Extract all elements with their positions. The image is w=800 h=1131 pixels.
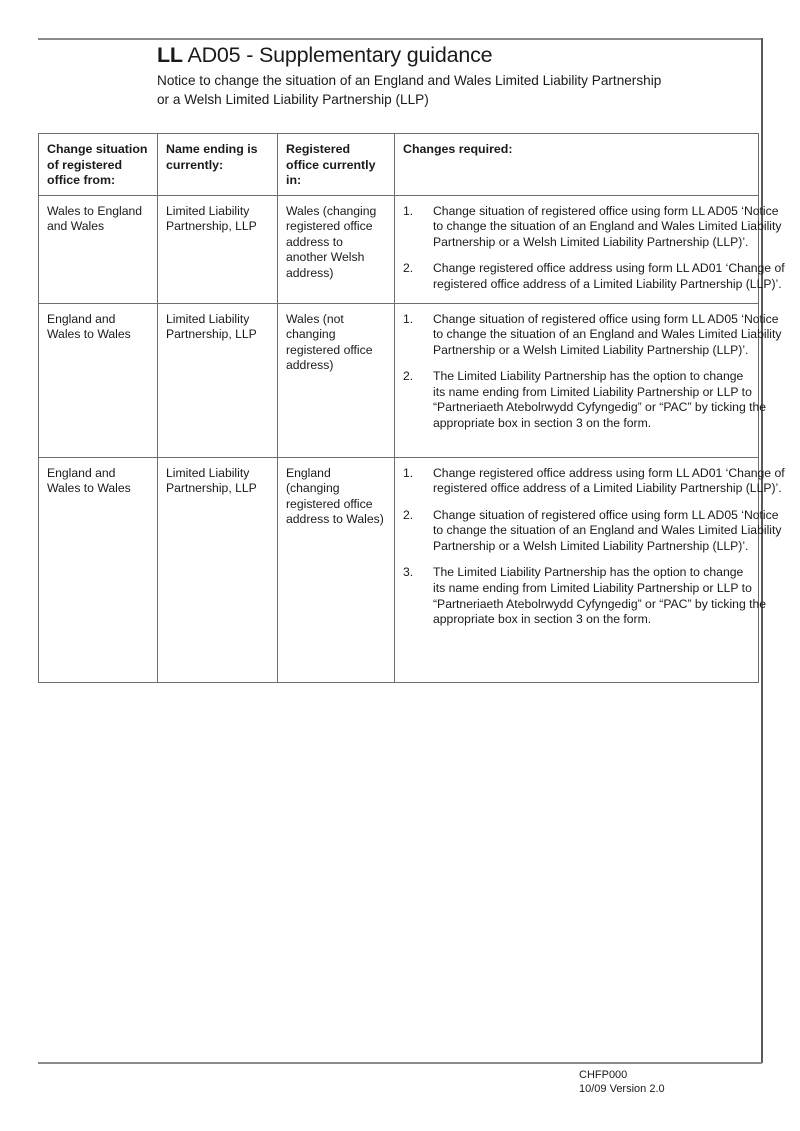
change-text-line: Partnership or a Welsh Limited Liability Partnership (LLP)’.	[433, 234, 749, 249]
cell-name-ending: Limited Liability Partnership, LLP	[158, 195, 278, 303]
page-title	[157, 42, 757, 68]
table-header-row	[39, 134, 759, 196]
change-text	[433, 565, 767, 627]
cell-situation: England and Wales to Wales	[39, 303, 158, 457]
right-margin-rule	[761, 38, 763, 1063]
change-number: 3.	[403, 565, 414, 580]
cell-registered-office: Wales (changing registered office address to another Welsh address)	[278, 195, 395, 303]
change-text-line: its name ending from Limited Liability Partnership or LLP to	[433, 384, 752, 399]
page-title-rest: AD05 - Supplementary guidance	[182, 43, 493, 67]
cell-changes-required	[395, 457, 785, 682]
footer-rule	[38, 1062, 762, 1064]
column-header-situation: Change situation of registered office from:	[39, 134, 158, 196]
cell-registered-office: Wales (not changing registered office address)	[278, 303, 395, 457]
change-number: 2.	[403, 369, 414, 384]
change-text	[433, 203, 782, 251]
change-text-line: Change registered office address using form LL AD01 ‘Change of	[433, 261, 785, 276]
change-text	[433, 369, 767, 431]
table-row	[39, 457, 759, 682]
cell-changes-required	[395, 303, 782, 457]
page-footer	[579, 1069, 665, 1096]
changes-list	[403, 203, 785, 293]
change-text-line: registered office address of a Limited Liability Partnership (LLP)’.	[433, 276, 782, 291]
table-row	[39, 303, 759, 457]
guidance-table	[38, 133, 785, 683]
column-header-name-ending: Name ending is currently:	[158, 134, 278, 196]
change-text-line: Partnership or a Welsh Limited Liability Partnership (LLP)’.	[433, 538, 749, 553]
change-text-line: The Limited Liability Partnership has the option to change	[433, 369, 744, 384]
change-text-line: its name ending from Limited Liability Partnership or LLP to	[433, 581, 752, 596]
column-header-changes-required: Changes required:	[395, 134, 759, 196]
table-body	[39, 195, 785, 682]
change-text-line: to change the situation of an England and Wales Limited Liability	[433, 327, 782, 342]
change-text-line: to change the situation of an England and Wales Limited Liability	[433, 523, 782, 538]
change-text-line: Change situation of registered office using form LL AD05 ‘Notice	[433, 203, 779, 218]
change-item	[403, 565, 767, 627]
change-text-line: “Partneriaeth Atebolrwydd Cyfyngedig” or “PAC” by ticking the	[433, 596, 767, 611]
page-subtitle-line-2: or a Welsh Limited Liability Partnership (LLP)	[157, 92, 429, 107]
page-subtitle	[157, 71, 757, 109]
change-text-line: appropriate box in section 3 on the form.	[433, 612, 652, 627]
change-item	[403, 369, 767, 431]
change-item	[403, 311, 782, 359]
change-text-line: “Partneriaeth Atebolrwydd Cyfyngedig” or “PAC” by ticking the	[433, 400, 767, 415]
change-text	[433, 311, 782, 359]
change-number: 1.	[403, 203, 414, 218]
change-item	[403, 261, 785, 292]
change-text	[433, 261, 785, 292]
changes-list	[403, 465, 785, 628]
change-number: 2.	[403, 261, 414, 276]
page-title-prefix: LL	[157, 43, 183, 67]
footer-version: 10/09 Version 2.0	[579, 1082, 665, 1095]
change-number: 1.	[403, 311, 414, 326]
change-text-line: registered office address of a Limited Liability Partnership (LLP)’.	[433, 481, 782, 496]
table-row	[39, 195, 759, 303]
change-item	[403, 465, 785, 497]
header-rule	[38, 38, 762, 40]
change-text-line: Change situation of registered office using form LL AD05 ‘Notice	[433, 507, 779, 522]
change-text-line: to change the situation of an England and Wales Limited Liability	[433, 219, 782, 234]
cell-registered-office: England (changing registered office address to Wales)	[278, 457, 395, 682]
change-text-line: The Limited Liability Partnership has the option to change	[433, 565, 744, 580]
change-text	[433, 507, 782, 555]
change-text-line: Partnership or a Welsh Limited Liability Partnership (LLP)’.	[433, 342, 749, 357]
change-text-line: appropriate box in section 3 on the form.	[433, 416, 652, 431]
cell-situation: England and Wales to Wales	[39, 457, 158, 682]
cell-name-ending: Limited Liability Partnership, LLP	[158, 457, 278, 682]
cell-situation: Wales to England and Wales	[39, 195, 158, 303]
changes-list	[403, 311, 782, 432]
change-item	[403, 203, 782, 251]
change-text-line: Change registered office address using form LL AD01 ‘Change of	[433, 465, 785, 480]
change-item	[403, 507, 782, 555]
document-header	[157, 42, 757, 109]
footer-form-code: CHFP000	[579, 1069, 628, 1081]
column-header-registered-office: Registered office currently in:	[278, 134, 395, 196]
page-subtitle-line-1: Notice to change the situation of an England and Wales Limited Liability Partnership	[157, 73, 662, 88]
change-number: 2.	[403, 507, 414, 522]
cell-name-ending: Limited Liability Partnership, LLP	[158, 303, 278, 457]
change-text	[433, 465, 785, 497]
change-number: 1.	[403, 465, 414, 480]
cell-changes-required	[395, 195, 785, 303]
change-text-line: Change situation of registered office using form LL AD05 ‘Notice	[433, 311, 779, 326]
